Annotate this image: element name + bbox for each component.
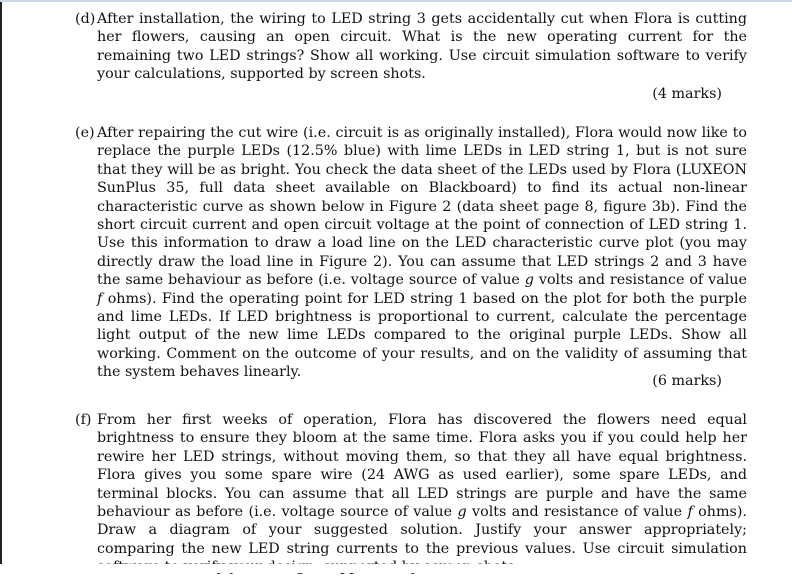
question-text: [97, 411, 747, 577]
question-text: [97, 124, 747, 382]
text-segment: ohms). Find the operating point for LED string 1 based on the plot for both the purple and lime LEDs. If LED brightness is proportional to current, calculate the percentage light output of the new lime LEDs compared to the original purple LEDs. Show all working. Comment on the outcome of your results, and on the validity of assuming that the system behaves linearly.: [97, 290, 747, 381]
question-text: After installation, the wiring to LED string 3 gets accidentally cut when Flora is cutting her flowers, causing an open circuit. What is the new operating current for the remaining two LED strings? Show all working. Use circuit simulation software to verify your calculations, supported by screen shots.: [97, 11, 747, 83]
question-label: (d): [75, 11, 96, 27]
question-label: (e): [75, 125, 95, 141]
text-segment: volts and resistance of value: [533, 272, 747, 289]
text-segment: From her first weeks of operation, Flora has discovered the flowers need equal brightness to ensure they bloom at the same time. Flora asks you if you could help her rewire her LED strings, without moving them, so that they all have equal brightness. Flora gives you some spare wire (24 AWG as used earlier), some spare LEDs, and terminal blocks. You can assume that all LED strings are purple and have the same behaviour as before (i.e. voltage source of value: [97, 412, 747, 521]
variable-g: g: [457, 504, 467, 521]
marks-e: (6 marks): [652, 373, 722, 389]
window-top-border: [0, 0, 792, 2]
variable-f: f: [97, 290, 103, 307]
variable-f: f: [687, 504, 693, 521]
screenshot-bottom-edge: [0, 564, 792, 573]
question-label: (f): [75, 412, 92, 428]
variable-g: g: [524, 272, 534, 289]
text-segment: volts and resistance of value: [466, 504, 688, 521]
window-left-border: [0, 0, 2, 573]
marks-d: (4 marks): [652, 86, 722, 102]
text-segment: After repairing the cut wire (i.e. circuit is as originally installed), Flora would now like to replace the purple LEDs (12.5% blue) with lime LEDs in LED string 1, but is not sure that they will be as bright. You check the data sheet of the LEDs used by Flora (LUXEON SunPlus 35, full data sheet available on Blackboard) to find its actual non-linear characteristic curve as shown below in Figure 2 (data sheet page 8, figure 3b). Find the short circuit current and open circuit voltage at the point of connection of LED string 1. Use this information to draw a load line on the LED characteristic curve plot (you may directly draw the load line in Figure 2). You can assume that LED strings 2 and 3 have the same behaviour as before (i.e. voltage source of value: [97, 125, 747, 289]
text-segment: ohms). Draw a diagram of your suggested solution. Justify your answer appropriately; comparing the new LED string currents to the previous values. Use circuit simulation: [97, 504, 747, 557]
